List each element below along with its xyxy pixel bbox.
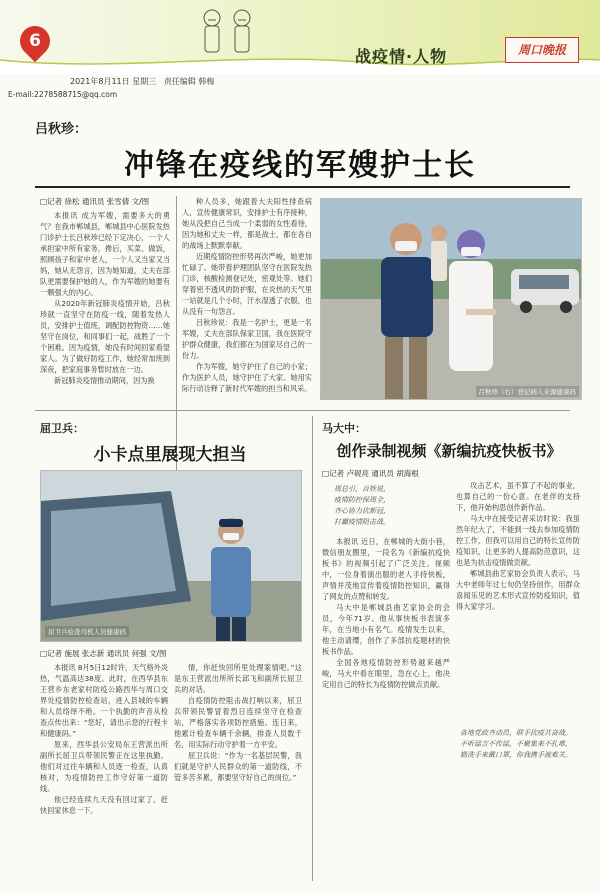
- paragraph: 新冠肺炎疫情推动期间，因为换: [54, 376, 155, 385]
- article2-column-1: [40, 662, 168, 877]
- article2-kicker: 屈卫兵：: [40, 422, 84, 435]
- poem-line: 周总引，百姓说，: [334, 485, 390, 493]
- medic-illustration-icon: [190, 4, 270, 64]
- lead-byline: □记者 徐松 通讯员 张雪倩 文/图: [40, 197, 150, 206]
- article2-byline: □记者 施展 张志新 通讯员 何强 文/图: [40, 649, 167, 658]
- paragraph: 全国各地疫情防控形势越来越严峻，马大中看在眼里，急在心上，他决定用自己的特长为疫情防控做点贡献。: [322, 658, 450, 689]
- email-line: E-mail:2278588715@qq.com: [8, 90, 118, 99]
- poem-line: 各地党政齐动员，联手抗疫共奋战。: [460, 729, 572, 737]
- paragraph: 本报讯 近日，在郸城的大街小巷，微信朋友圈里，一段名为《新编抗疫快板书》的视频引起了广泛关注。视频中，一位身着演出服的老人手持快板，声情并茂地宣传着疫情防控知识，赢得了网友的点赞和转发。: [322, 537, 450, 601]
- paragraph: 从2020年新冠肺炎疫情开始，吕秋珍就一直坚守在防疫一线，随着发热人员，安排护士值班，调配防控物资……她坚守在岗位，和同事们一起，战胜了一个个困难。因为疫情，她没有时间回家看望家人。为了做好防疫工作，她经常加班到深夜，把家庭事务暂时放在一边。: [40, 299, 170, 374]
- lead-photo-scene: [321, 199, 581, 399]
- headline-rule: [35, 186, 570, 188]
- paragraph: 种人员多，她跟着大夫阳性排查病人，宣传健康常识，安排护士有序接种，她从没把自己当成一个柔弱的女性看待，因为她和丈夫一样，都是战士，都在各自的战场上默默奉献。: [182, 197, 312, 250]
- article3-poem-bottom: [460, 728, 580, 761]
- paragraph: 原来，西华县公安局东王营派出所副所长屈卫兵带领民警正在这里执勤。他们对过往车辆和人员逐一检查，认真核对，为疫情防控工作守好第一道防线。: [40, 740, 168, 793]
- article2-photo-scene: [41, 471, 301, 641]
- paragraph: 情，你赶快回所里处理案情吧。”这是东王营派出所所长邱飞和副所长屈卫兵的对话。: [174, 663, 302, 694]
- paragraph: 屈卫兵说：“作为一名基层民警，我们就是守护人民群众的第一道防线，不管多苦多累，都要坚守好自己的岗位。”: [174, 751, 302, 782]
- page-number-badge: [14, 20, 56, 62]
- page-number: 6: [29, 31, 41, 51]
- section-title: 战疫情·人物: [355, 47, 448, 66]
- paragraph: 攻击艺术，虽不算了不起的事业，也算自己的一份心意。在老伴的支持下，他开始构思创作新作品。: [456, 481, 580, 512]
- paper-logo: 周口晚报: [505, 37, 579, 63]
- editor-line: 责任编辑 韩梅: [163, 77, 215, 86]
- paragraph: 郸城县曲艺家协会负责人表示，马大中老师年过七旬仍坚持创作，用群众喜闻乐见的艺术形式宣传防疫知识，值得大家学习。: [456, 569, 580, 611]
- poem-line: 不听谣言不传谣，不聚集来不扎堆，: [460, 740, 572, 748]
- poem-line: 疫情防控保周全，: [334, 496, 390, 504]
- paragraph: 他已经连续九天没有回过家了，赶快回家休息一下。: [40, 795, 168, 815]
- lead-kicker: 吕秋珍：: [35, 122, 88, 137]
- article3-headline: 创作录制视频《新编抗疫快板书》: [336, 442, 562, 460]
- paragraph: 马大中是郸城县曲艺家协会的会员，今年71岁。他从事快板书表演多年，在当地小有名气。疫情发生以来，他主动请缨，创作了多部抗疫题材的快板书作品。: [322, 603, 450, 656]
- article3-kicker: 马大中：: [322, 422, 366, 435]
- article3-column-1: [322, 536, 450, 876]
- poem-line: 齐心协力抗新冠，: [334, 507, 390, 515]
- article2-photo-caption: 屈卫兵检查司机人员健康码: [45, 626, 129, 637]
- lead-photo-caption: 吕秋珍（右）登记病人来源健康码: [476, 386, 580, 397]
- poem-line: 打赢疫情阻击战。: [334, 518, 390, 526]
- paragraph: 吕秋珍说：我是一名护士，更是一名军嫂，丈夫在部队保家卫国，我在医院守护群众健康，我们都在为国家尽自己的一份力。: [182, 318, 312, 360]
- article2-headline: 小卡点里展现大担当: [93, 445, 247, 465]
- column-divider: [312, 416, 313, 881]
- article2-photo: [40, 470, 302, 642]
- paragraph: 本报讯 8月5日12时许，天气格外炎热，气温高达38度。此时，在西华县东王营乡东老家村防疫公路西华与周口交界处疫情防控检查站，进入县城的车辆和人员络绎不绝。一个执勤的声音从检查点传出来：“您好，请出示您的行程卡和健康码。”: [40, 663, 168, 738]
- paragraph: 近期疫情防控形势再次严峻，她更加忙碌了。她带着护理团队坚守在医院发热门诊，核酸检测登记处，密观处等。她们穿着密不透风的防护服，在炎热的天气里一站就是几个小时，汗水湿透了衣服，也从没有一句怨言。: [182, 252, 312, 316]
- lead-photo: [320, 198, 582, 400]
- paragraph: 本报讯 成为军嫂，需要多大的勇气？在我市郸城县，郸城县中心医院发热门诊护士长吕秋珍已经下定决心，一个人承担家中所有家务，搀后，买菜、做饭，照顾孩子和家中老人，一个人又当家又当妈，她从无怨言，因为她知道，丈夫在部队更需要保护她的人，作为军嫂的她要有一颗强大的内心。: [40, 211, 170, 297]
- paragraph: 马大中在接受记者采访时说：我虽然年纪大了，不能到一线去参加疫情防控工作，但我可以用自己的特长宣传防疫知识，让更多的人提高防范意识，这也是为抗击疫情做贡献。: [456, 514, 580, 567]
- article3-byline: □记者 卢砚亮 通讯员 胡海根: [322, 469, 419, 478]
- date-line: 2021年8月11日 星期三: [70, 77, 157, 86]
- date-editor-line: [70, 76, 214, 87]
- lead-headline: 冲锋在疫线的军嫂护士长: [124, 148, 476, 183]
- article3-poem-top: [334, 484, 454, 528]
- paragraph: 作为军嫂，她守护住了自己的小家；作为医护人员，她守护住了大家。她用实际行动诠释了新时代军嫂的担当和风采。: [182, 362, 312, 393]
- article3-column-2: [456, 480, 580, 720]
- poem-line: 勤洗手来戴口罩，你我携手渡难关。: [460, 751, 572, 759]
- paragraph: 自疫情防控阻击战打响以来，屈卫兵带领民警冒着烈日连续坚守在检查站，严格落实各项防控措施。连日来，他累计检查车辆千余辆，排查人员数千名，用实际行动守护着一方平安。: [174, 696, 302, 749]
- article2-column-2: [174, 662, 302, 877]
- section-rule: [35, 410, 570, 411]
